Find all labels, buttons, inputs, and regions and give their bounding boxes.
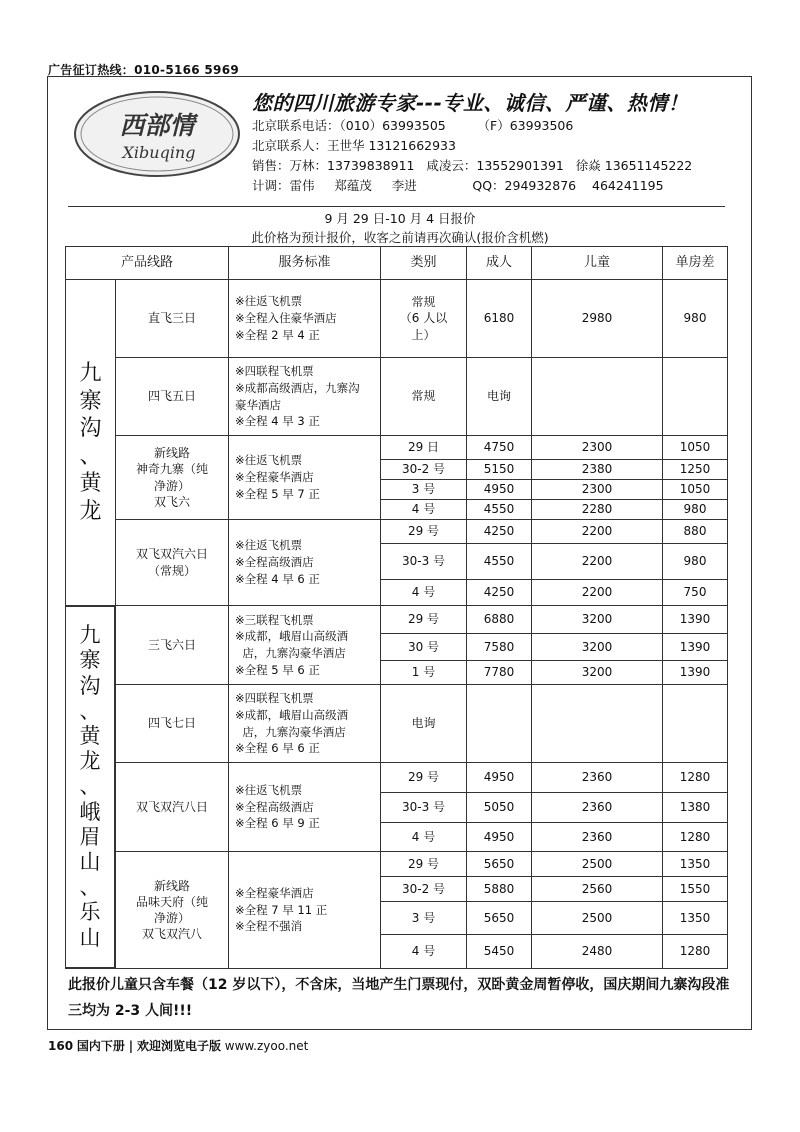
single-supplement: 1050 xyxy=(663,480,728,500)
child-price: 2500 xyxy=(532,902,663,935)
single-supplement: 1390 xyxy=(663,606,728,634)
child-price: 2480 xyxy=(532,935,663,969)
table-row xyxy=(66,520,728,544)
child-price: 2300 xyxy=(532,480,663,500)
child-price: 2360 xyxy=(532,823,663,852)
child-price: 2500 xyxy=(532,852,663,877)
table-row xyxy=(66,763,728,793)
category-cell: 30 号 xyxy=(381,634,467,661)
child-price: 3200 xyxy=(532,606,663,634)
single-supplement: 880 xyxy=(663,520,728,544)
single-supplement: 1050 xyxy=(663,436,728,460)
service-cell: ※往返飞机票 ※全程豪华酒店 ※全程 5 早 7 正 xyxy=(229,436,381,520)
price-note: 此价格为预计报价，收客之前请再次确认(报价含机燃) xyxy=(251,230,549,245)
category-cell: 30-2 号 xyxy=(381,460,467,480)
product-name: 四飞五日 xyxy=(116,358,229,436)
footer-url: www.zyoo.net xyxy=(224,1039,309,1053)
category-cell: 4 号 xyxy=(381,580,467,606)
category-cell: 3 号 xyxy=(381,902,467,935)
single-supplement: 980 xyxy=(663,280,728,358)
price-table xyxy=(65,246,728,969)
child-price: 2200 xyxy=(532,580,663,606)
single-supplement xyxy=(663,358,728,436)
service-cell: ※往返飞机票 ※全程高级酒店 ※全程 4 早 6 正 xyxy=(229,520,381,606)
page-number: 160 xyxy=(48,1039,74,1053)
product-name: 新线路 品味天府（纯 净游） 双飞双汽八 xyxy=(116,852,229,969)
category-cell: 30-3 号 xyxy=(381,793,467,823)
header-route: 产品线路 xyxy=(66,247,229,280)
category-cell: 4 号 xyxy=(381,823,467,852)
child-price: 2300 xyxy=(532,436,663,460)
child-price: 2380 xyxy=(532,460,663,480)
single-supplement: 750 xyxy=(663,580,728,606)
adult-price: 5880 xyxy=(467,877,532,902)
contact-person: 北京联系人：王世华 13121662933 xyxy=(252,138,456,153)
adult-price: 4250 xyxy=(467,580,532,606)
header-adult: 成人 xyxy=(467,247,532,280)
service-cell: ※往返飞机票 ※全程入住豪华酒店 ※全程 2 早 4 正 xyxy=(229,280,381,358)
category-cell: 1 号 xyxy=(381,661,467,685)
single-supplement: 980 xyxy=(663,500,728,520)
region-jiuzhai-huanglong: 九 寨 沟 、 黄 龙 xyxy=(66,280,116,606)
child-price: 2360 xyxy=(532,763,663,793)
table-row xyxy=(66,280,728,358)
single-supplement: 1390 xyxy=(663,661,728,685)
category-cell: 常规 （6 人以 上） xyxy=(381,280,467,358)
category-cell: 29 日 xyxy=(381,436,467,460)
table-row xyxy=(66,358,728,436)
category-cell: 29 号 xyxy=(381,520,467,544)
service-cell: ※四联程飞机票 ※成都高级酒店，九寨沟 豪华酒店 ※全程 4 早 3 正 xyxy=(229,358,381,436)
adult-price: 4950 xyxy=(467,480,532,500)
service-cell: ※三联程飞机票 ※成都，峨眉山高级酒 店，九寨沟豪华酒店 ※全程 5 早 6 正 xyxy=(229,606,381,685)
footer xyxy=(48,1037,308,1054)
quote-dates: 9 月 29 日-10 月 4 日报价 xyxy=(324,211,476,226)
category-cell: 29 号 xyxy=(381,763,467,793)
product-name: 三飞六日 xyxy=(116,606,229,685)
child-price: 2980 xyxy=(532,280,663,358)
child-price: 2360 xyxy=(532,793,663,823)
adult-price: 电询 xyxy=(467,358,532,436)
child-price: 2560 xyxy=(532,877,663,902)
product-name: 新线路 神奇九寨（纯 净游） 双飞六 xyxy=(116,436,229,520)
product-name: 直飞三日 xyxy=(116,280,229,358)
region-jiuzhai-huanglong-emei-leshan: 九 寨 沟 、 黄 龙 、 峨 眉 山 、 乐 山 xyxy=(65,606,115,968)
single-supplement: 980 xyxy=(663,544,728,580)
logo-pinyin: Xibuqing xyxy=(122,143,196,162)
bottom-note: 此报价儿童只含车餐（12 岁以下），不含床，当地产生门票现付，双卧黄金周暂停收，国庆期间九寨沟段准三均为 2-3 人间!!! xyxy=(68,977,730,1019)
header-single: 单房差 xyxy=(663,247,728,280)
single-supplement: 1250 xyxy=(663,460,728,480)
single-supplement: 1280 xyxy=(663,823,728,852)
table-row xyxy=(66,685,728,763)
slogan: 您的四川旅游专家---专业、诚信、严谨、热情！ xyxy=(252,91,689,115)
product-name: 四飞七日 xyxy=(116,685,229,763)
adult-price: 4750 xyxy=(467,436,532,460)
service-cell: ※往返飞机票 ※全程高级酒店 ※全程 6 早 9 正 xyxy=(229,763,381,852)
adult-price: 4250 xyxy=(467,520,532,544)
header-child: 儿童 xyxy=(532,247,663,280)
adult-price: 4950 xyxy=(467,763,532,793)
adult-price: 6880 xyxy=(467,606,532,634)
child-price: 2200 xyxy=(532,520,663,544)
category-cell: 30-3 号 xyxy=(381,544,467,580)
single-supplement xyxy=(663,685,728,763)
adult-price: 4550 xyxy=(467,544,532,580)
service-cell: ※四联程飞机票 ※成都，峨眉山高级酒 店，九寨沟豪华酒店 ※全程 6 早 6 正 xyxy=(229,685,381,763)
single-supplement: 1350 xyxy=(663,902,728,935)
single-supplement: 1390 xyxy=(663,634,728,661)
divider xyxy=(68,206,725,207)
child-price: 3200 xyxy=(532,661,663,685)
single-supplement: 1280 xyxy=(663,935,728,969)
child-price xyxy=(532,358,663,436)
table-header-row xyxy=(66,247,728,280)
adult-price: 7780 xyxy=(467,661,532,685)
category-cell: 电询 xyxy=(381,685,467,763)
ad-hotline: 广告征订热线：010-5166 5969 xyxy=(48,63,240,77)
adult-price: 5050 xyxy=(467,793,532,823)
header-service: 服务标准 xyxy=(229,247,381,280)
child-price: 2200 xyxy=(532,544,663,580)
adult-price: 4950 xyxy=(467,823,532,852)
child-price: 3200 xyxy=(532,634,663,661)
child-price xyxy=(532,685,663,763)
contact-phone: 北京联系电话：（010）63993505 （F）63993506 xyxy=(252,118,574,133)
category-cell: 29 号 xyxy=(381,606,467,634)
section-name: 国内下册 xyxy=(76,1039,125,1053)
category-cell: 常规 xyxy=(381,358,467,436)
adult-price: 6180 xyxy=(467,280,532,358)
single-supplement: 1380 xyxy=(663,793,728,823)
product-name: 双飞双汽六日 （常规） xyxy=(116,520,229,606)
category-cell: 30-2 号 xyxy=(381,877,467,902)
category-cell: 3 号 xyxy=(381,480,467,500)
adult-price: 7580 xyxy=(467,634,532,661)
service-cell: ※全程豪华酒店 ※全程 7 早 11 正 ※全程不强消 xyxy=(229,852,381,969)
product-name: 双飞双汽八日 xyxy=(116,763,229,852)
table-row xyxy=(66,606,728,634)
single-supplement: 1280 xyxy=(663,763,728,793)
table-row xyxy=(66,852,728,877)
category-cell: 4 号 xyxy=(381,500,467,520)
adult-price: 4550 xyxy=(467,500,532,520)
table-row xyxy=(66,436,728,460)
adult-price: 5450 xyxy=(467,935,532,969)
adult-price: 5650 xyxy=(467,902,532,935)
logo xyxy=(72,89,242,179)
adult-price: 5650 xyxy=(467,852,532,877)
contact-planning: 计调：雷伟 郑蕴茂 李进 QQ：294932876 464241195 xyxy=(252,178,664,193)
single-supplement: 1550 xyxy=(663,877,728,902)
adult-price xyxy=(467,685,532,763)
footer-separator: | xyxy=(128,1039,134,1053)
logo-chinese: 西部情 xyxy=(119,111,195,140)
adult-price: 5150 xyxy=(467,460,532,480)
footer-promo: 欢迎浏览电子版 xyxy=(136,1039,221,1053)
header-category: 类别 xyxy=(381,247,467,280)
category-cell: 4 号 xyxy=(381,935,467,969)
child-price: 2280 xyxy=(532,500,663,520)
single-supplement: 1350 xyxy=(663,852,728,877)
category-cell: 29 号 xyxy=(381,852,467,877)
contact-sales: 销售：万林：13739838911 咸凌云：13552901391 徐焱 13651145222 xyxy=(252,158,693,173)
